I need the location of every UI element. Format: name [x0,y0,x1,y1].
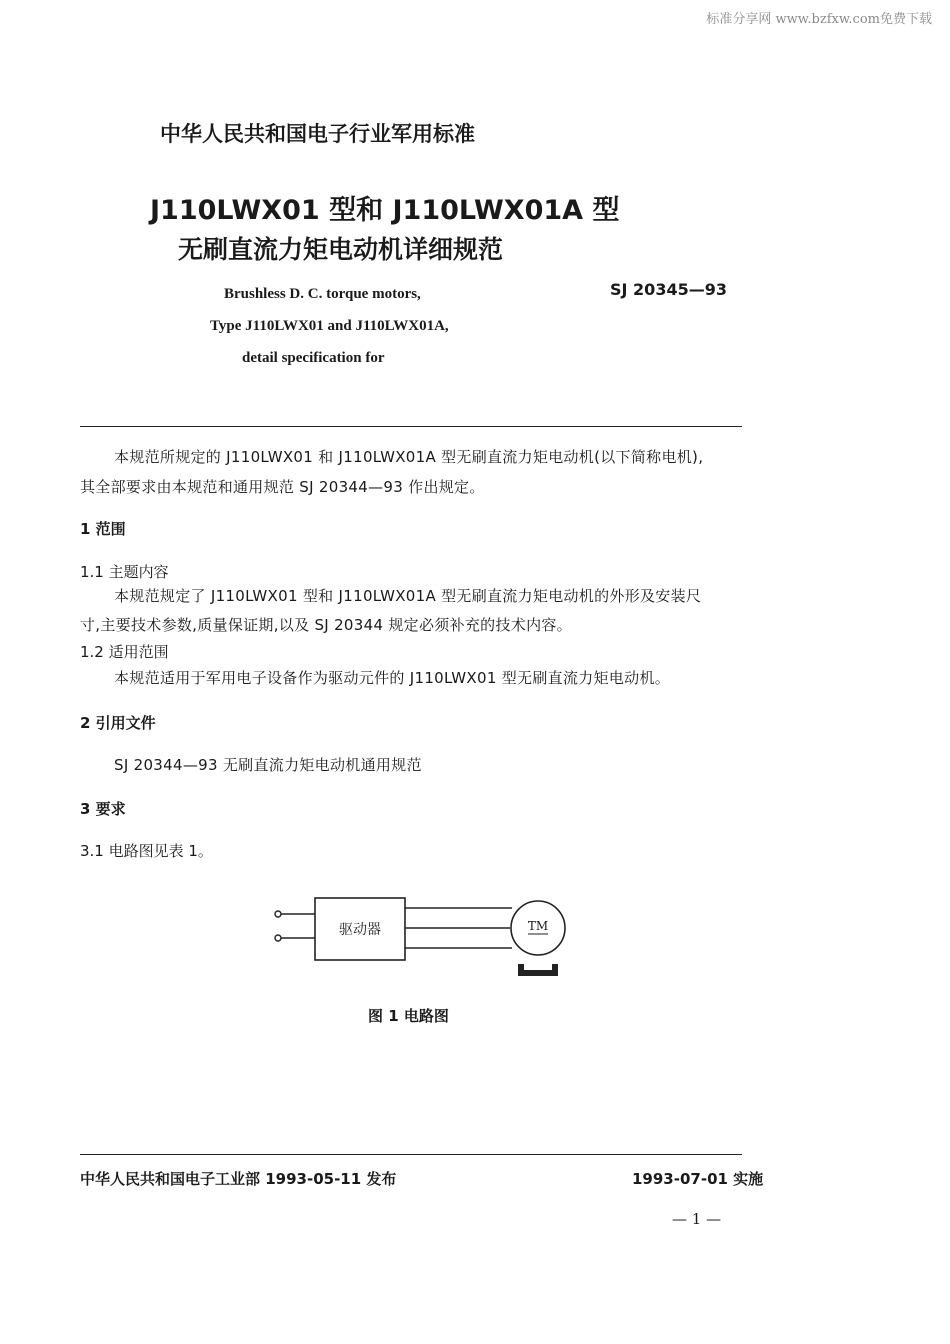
section-2-heading: 2 引用文件 [80,714,156,732]
driver-label: 驱动器 [339,922,381,938]
document-title-line2: 无刷直流力矩电动机详细规范 [178,235,504,264]
circuit-diagram [260,890,590,990]
english-title-line3: detail specification for [242,350,385,366]
document-title-line1: J110LWX01 型和 J110LWX01A 型 [150,195,620,226]
footer-divider [80,1154,742,1155]
input-terminal-2 [275,935,281,941]
issuer-and-date: 中华人民共和国电子工业部 1993-05-11 发布 [80,1170,397,1188]
section-1-2-heading: 1.2 适用范围 [80,643,169,661]
header-divider [80,426,742,427]
english-title-line1: Brushless D. C. torque motors, [224,286,421,302]
effective-date: 1993-07-01 实施 [632,1170,764,1188]
page-number: — 1 — [672,1210,722,1228]
section-1-heading: 1 范围 [80,520,126,538]
standard-code: SJ 20345—93 [610,280,727,299]
standard-category-title: 中华人民共和国电子行业军用标准 [160,122,475,146]
reference-document: SJ 20344—93 无刷直流力矩电动机通用规范 [114,756,422,774]
section-1-1-line1: 本规范规定了 J110LWX01 型和 J110LWX01A 型无刷直流力矩电动机的外形及安装尺 [114,587,702,605]
section-1-1-line2: 寸,主要技术参数,质量保证期,以及 SJ 20344 规定必须补充的技术内容。 [80,616,572,634]
intro-line1: 本规范所规定的 J110LWX01 和 J110LWX01A 型无刷直流力矩电动机(以下简称电机), [114,448,704,466]
motor-label: TM [527,919,549,933]
watermark-text: 标准分享网 www.bzfxw.com免费下载 [706,12,932,27]
section-3-1-heading: 3.1 电路图见表 1。 [80,842,213,860]
section-1-2-line1: 本规范适用于军用电子设备作为驱动元件的 J110LWX01 型无刷直流力矩电动机。 [114,669,671,687]
section-3-heading: 3 要求 [80,800,126,818]
intro-line2: 其全部要求由本规范和通用规范 SJ 20344—93 作出规定。 [80,478,485,496]
motor-base [518,964,558,976]
input-terminal-1 [275,911,281,917]
english-title-line2: Type J110LWX01 and J110LWX01A, [210,318,449,334]
figure-caption: 图 1 电路图 [368,1007,449,1025]
section-1-1-heading: 1.1 主题内容 [80,563,169,581]
